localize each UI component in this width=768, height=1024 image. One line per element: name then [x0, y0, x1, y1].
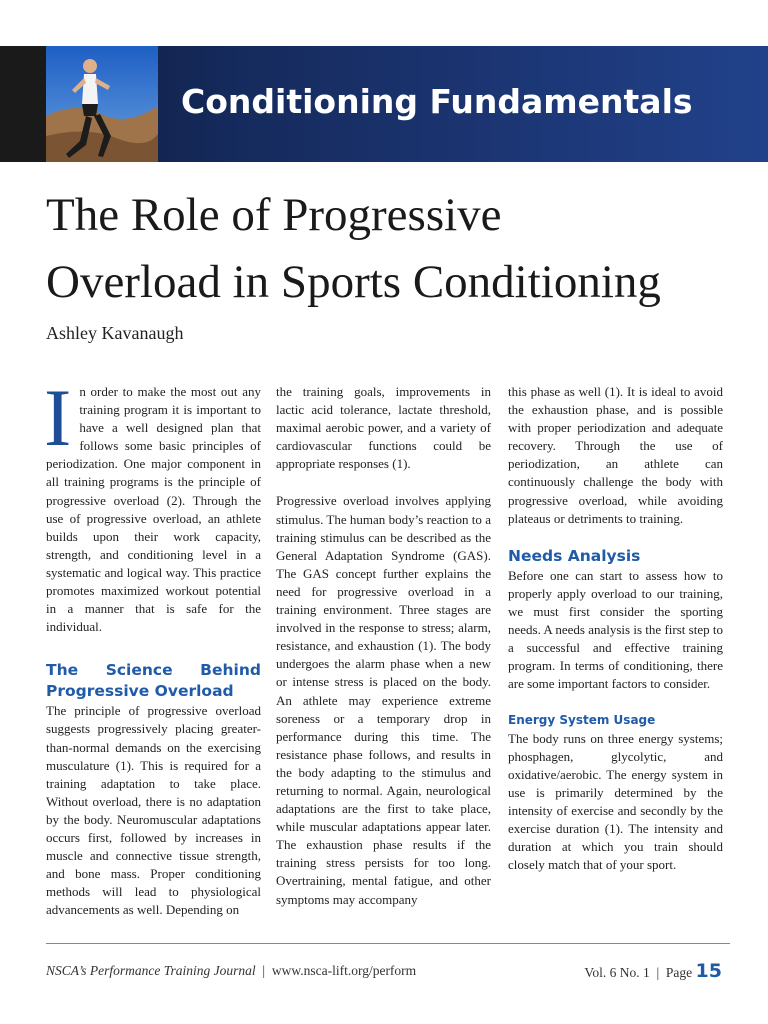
footer-separator-2: |	[656, 965, 660, 980]
dropcap: I	[44, 372, 72, 463]
banner-left-block	[0, 46, 46, 162]
intro-paragraph	[44, 372, 261, 636]
article-title	[46, 182, 736, 316]
energy-heading: Energy System Usage	[508, 713, 656, 728]
article-author: Ashley Kavanaugh	[46, 323, 184, 343]
needs-heading: Needs Analysis	[508, 546, 641, 565]
needs-paragraph: Before one can start to assess how to properly apply overload to our training, we must first consider the sporting needs. A needs analysis is the first step to a successful and effective training program. In terms of conditioning, there are some important factors to consider.	[508, 567, 723, 692]
runner-photo-icon	[46, 46, 158, 162]
footer-separator-1: |	[262, 963, 266, 978]
science-heading: The Science Behind Progressive Overload	[46, 661, 261, 701]
col3-paragraph-1: this phase as well (1). It is ideal to avoid the exhaustion phase, and is possible with proper periodization and adequate recovery. Through the use of periodization, an athlete can continuously challenge the body with progressive overload, while avoiding plateaus or detriments to training.	[508, 384, 723, 526]
page-label: Page	[665, 965, 693, 980]
col2-paragraph-1: the training goals, improvements in lactic acid tolerance, lactate threshold, maximal aerobic power, and a variety of cardiovascular functions could be appropriate responses (1).	[276, 384, 491, 472]
column-3	[508, 383, 723, 874]
page-number: 15	[695, 960, 722, 982]
section-title: Conditioning Fundamentals	[181, 82, 693, 121]
article-title-line2: Overload in Sports Conditioning	[46, 256, 661, 308]
footer-right	[584, 960, 722, 982]
runner-photo-svg	[46, 46, 158, 162]
volume-info: Vol. 6 No. 1	[584, 965, 650, 980]
col2-paragraph-2: Progressive overload involves applying stimulus. The human body’s reaction to a training stimulus can be described as the General Adaptation Syndrome (GAS). The GAS concept further explains the need for progressive overload in a training environment. Three stages are involved in the response to stress; alarm, resistance, and exhaustion (1). The body undergoes the alarm phase when a new or intense stress is placed on the body. An athlete may experience extreme soreness or a temporary drop in performance during this time. The resistance phase follows, and results in the body adapting to the stimulus and returning to normal. Again, neurological adaptations are the first to take place, while muscular adaptations appear later. The exhaustion phase results if the training stress persists for too long. Overtraining, mental fatigue, and other symptoms may accompany	[276, 493, 491, 907]
journal-name: NSCA’s Performance Training Journal	[46, 963, 256, 978]
column-1	[44, 372, 261, 919]
science-paragraph: The principle of progressive overload suggests progressively placing greater-than-normal demands on the exercising musculature (1). This is required for a training adaptation to take place. Without overload, there is no adaptation by the body. Neuromuscular adaptations occurs first, followed by increases in muscle and connective tissue strength, and bone mass. Proper conditioning methods will lead to physiological advancements as well. Depending on	[46, 703, 261, 918]
journal-url[interactable]: www.nsca-lift.org/perform	[271, 963, 417, 978]
footer-rule	[46, 943, 730, 944]
intro-text: n order to make the most out any training program it is important to have a well designed plan that follows some basic principles of periodization. One major component in all training programs is the principle of progressive overload (2). Through the use of progressive overload, an athlete builds upon their work capacity, strength, and conditioning level in a systematic and logical way. This practice promotes maximized workout potential in a manner that is safe for the individual.	[46, 384, 261, 635]
footer-left	[46, 963, 416, 979]
energy-paragraph: The body runs on three energy systems; phosphagen, glycolytic, and oxidative/aerobic. The energy system in use is primarily determined by the intensity of exercise and secondly by the exercise duration (1). The intensity and duration at which you train should closely match that of your sport.	[508, 730, 723, 873]
article-title-line1: The Role of Progressive	[46, 189, 502, 241]
column-2	[276, 383, 491, 909]
